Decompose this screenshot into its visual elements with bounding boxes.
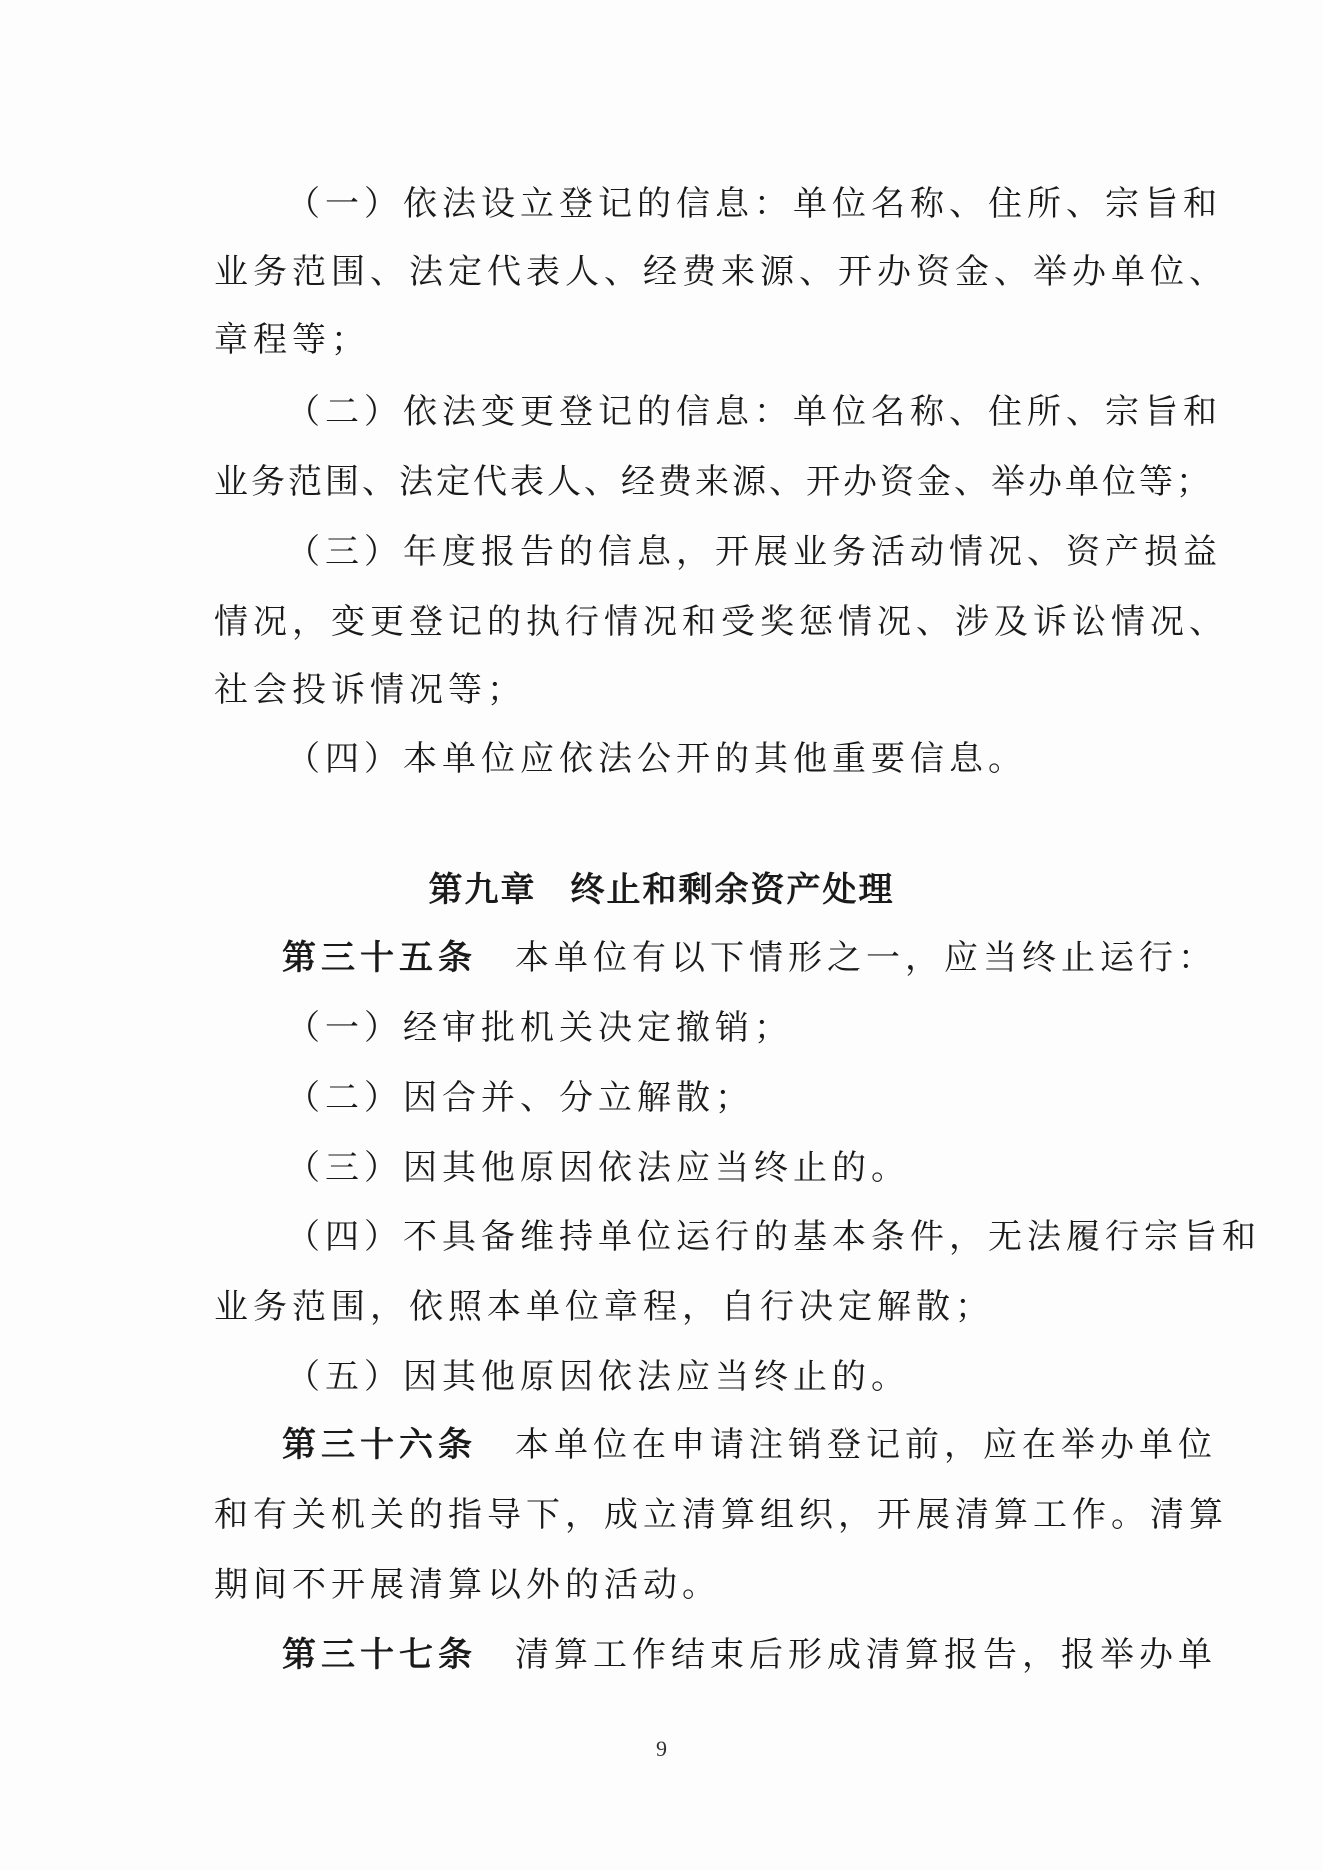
chapter-title: 终止和剩余资产处理 [570, 870, 895, 910]
paragraph-line: 和有关机关的指导下，成立清算组织，开展清算工作。清算 [214, 1495, 1228, 1535]
article-text: 本单位在申请注销登记前，应在举办单位 [515, 1425, 1217, 1465]
chapter-number: 第九章 [428, 870, 537, 910]
list-item: （三）因其他原因依法应当终止的。 [286, 1148, 910, 1188]
list-item: （四）不具备维持单位运行的基本条件，无法履行宗旨和 [286, 1217, 1261, 1257]
article-text: 清算工作结束后形成清算报告，报举办单 [515, 1635, 1217, 1675]
chapter-heading [0, 868, 1323, 912]
paragraph-line: 期间不开展清算以外的活动。 [214, 1565, 721, 1605]
paragraph-line: 业务范围，依照本单位章程，自行决定解散； [214, 1287, 994, 1327]
article-heading: 第三十五条 [282, 938, 477, 978]
paragraph-line: 业务范围、法定代表人、经费来源、开办资金、举办单位、 [214, 252, 1228, 292]
article-36 [282, 1423, 1217, 1467]
article-heading: 第三十七条 [282, 1635, 477, 1675]
paragraph-line: （三）年度报告的信息，开展业务活动情况、资产损益 [286, 532, 1222, 572]
paragraph-line: （四）本单位应依法公开的其他重要信息。 [286, 739, 1027, 779]
list-item: （五）因其他原因依法应当终止的。 [286, 1357, 910, 1397]
paragraph-line: 章程等； [214, 320, 370, 360]
article-heading: 第三十六条 [282, 1425, 477, 1465]
list-item: （二）因合并、分立解散； [286, 1078, 754, 1118]
paragraph-line: （一）依法设立登记的信息：单位名称、住所、宗旨和 [286, 184, 1222, 224]
article-37 [282, 1633, 1217, 1677]
paragraph-line: 情况，变更登记的执行情况和受奖惩情况、涉及诉讼情况、 [214, 602, 1228, 642]
paragraph-line: （二）依法变更登记的信息：单位名称、住所、宗旨和 [286, 392, 1222, 432]
article-35 [282, 936, 1217, 980]
article-text: 本单位有以下情形之一，应当终止运行： [515, 938, 1217, 978]
list-item: （一）经审批机关决定撤销； [286, 1008, 793, 1048]
paragraph-line: 社会投诉情况等； [214, 670, 526, 710]
page-number: 9 [656, 1736, 667, 1761]
paragraph-line: 业务范围、法定代表人、经费来源、开办资金、举办单位等； [214, 462, 1213, 502]
